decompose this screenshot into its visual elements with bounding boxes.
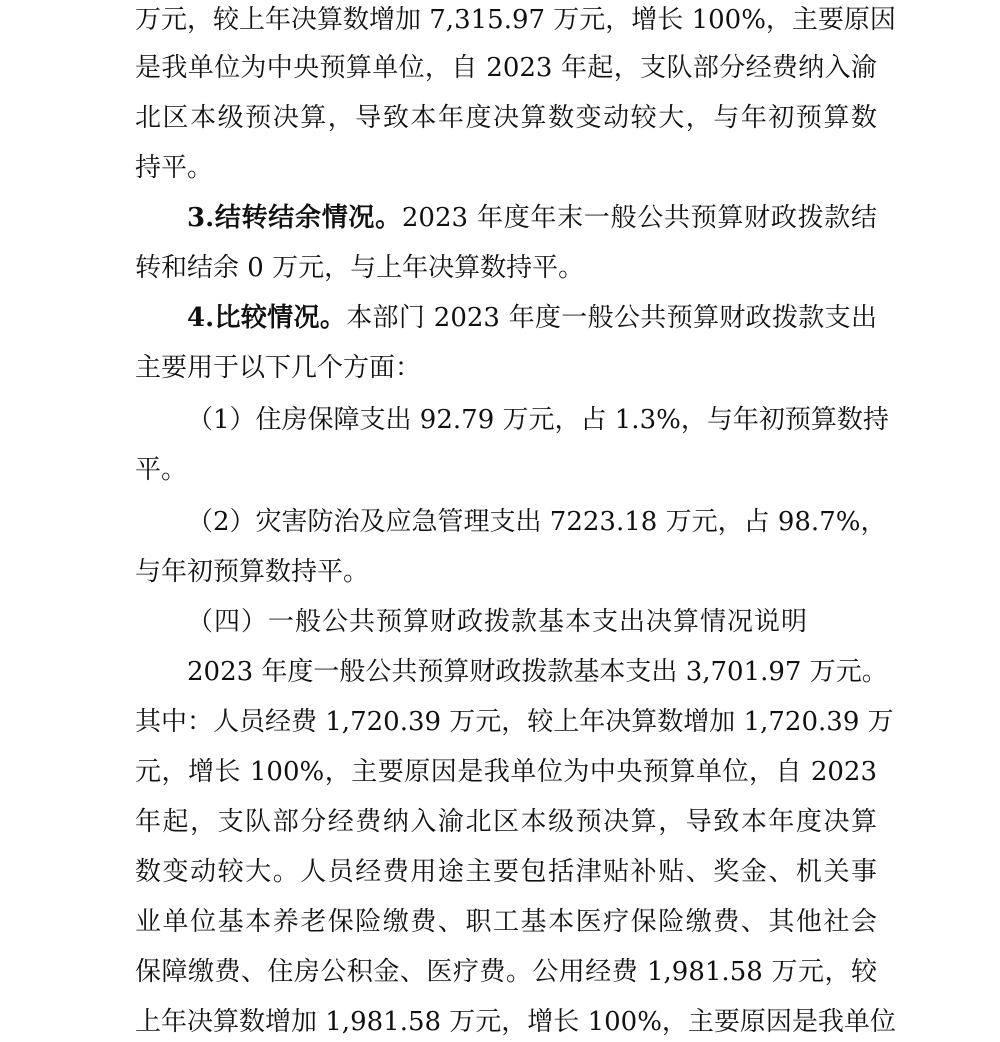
paragraph-line: 万元，较上年决算数增加 7,315.97 万元，增长 100%，主要原因: [135, 5, 896, 35]
paragraph-line: 北区本级预决算，导致本年度决算数变动较大，与年初预算数: [135, 103, 877, 133]
section-4-text: 本部门 2023 年度一般公共预算财政拨款支出: [346, 303, 877, 333]
section-4-heading: 4.比较情况。: [187, 303, 347, 333]
paragraph-line: 转和结余 0 万元，与上年决算数持平。: [135, 253, 585, 283]
paragraph-line: 业单位基本养老保险缴费、职工基本医疗保险缴费、其他社会: [135, 907, 877, 937]
paragraph-line: 数变动较大。人员经费用途主要包括津贴补贴、奖金、机关事: [135, 857, 877, 887]
paragraph-line: 是我单位为中央预算单位，自 2023 年起，支队部分经费纳入渝: [135, 53, 877, 83]
paragraph-line: 年起，支队部分经费纳入渝北区本级预决算，导致本年度决算: [135, 807, 877, 837]
paragraph-line: 元，增长 100%，主要原因是我单位为中央预算单位，自 2023: [135, 757, 877, 787]
section-3-line: [187, 198, 877, 238]
list-item: （2）灾害防治及应急管理支出 7223.18 万元，占 98.7%，: [187, 507, 887, 537]
section-3-heading: 3.结转结余情况。: [187, 203, 402, 233]
section-4-line: [187, 298, 877, 338]
list-item-continuation: 平。: [135, 455, 188, 485]
section-3-text: 2023 年度年末一般公共预算财政拨款结: [401, 203, 877, 233]
section-title: （四）一般公共预算财政拨款基本支出决算情况说明: [187, 607, 809, 637]
paragraph-line: 保障缴费、住房公积金、医疗费。公用经费 1,981.58 万元，较: [135, 957, 877, 987]
list-item-continuation: 与年初预算数持平。: [135, 557, 370, 587]
paragraph-line: 其中：人员经费 1,720.39 万元，较上年决算数增加 1,720.39 万: [135, 707, 894, 737]
paragraph-line: 2023 年度一般公共预算财政拨款基本支出 3,701.97 万元。: [187, 657, 888, 687]
list-item: （1）住房保障支出 92.79 万元，占 1.3%，与年初预算数持: [187, 405, 889, 435]
paragraph-line: 上年决算数增加 1,981.58 万元，增长 100%，主要原因是我单位: [135, 1007, 896, 1037]
paragraph-line: 持平。: [135, 153, 214, 183]
paragraph-line: 主要用于以下几个方面：: [135, 353, 422, 383]
